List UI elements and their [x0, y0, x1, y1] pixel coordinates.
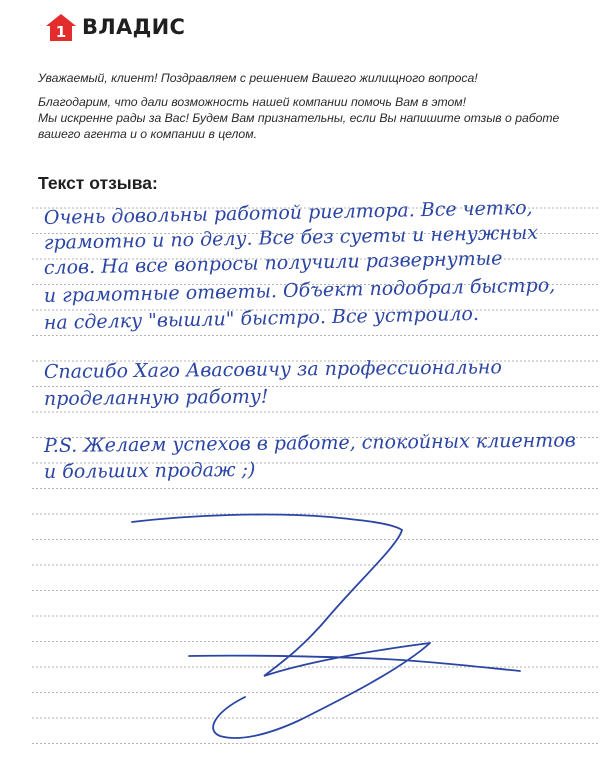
review-line-5: на сделку "вышли" быстро. Все устроило. [43, 302, 480, 334]
review-title: Текст отзыва: [38, 173, 158, 193]
review-line-9: и больших продаж ;) [43, 458, 256, 483]
review-line-7: проделанную работу! [43, 385, 269, 410]
review-line-2: грамотно и по делу. Все без суеты и ненужных [43, 221, 539, 254]
intro-line-1: Благодарим, что дали возможность нашей компании помочь Вам в этом! [38, 95, 467, 109]
review-line-8: P.S. Желаем успехов в работе, спокойных клиентов [43, 429, 576, 457]
intro-line-2: Мы искренне рады за Вас! Будем Вам признательны, если Вы напишите отзыв о работе [38, 111, 560, 125]
review-line-6: Спасибо Хаго Авасовичу за профессионально [43, 356, 502, 383]
brand-name: ВЛАДИС [82, 15, 186, 39]
review-line-3: слов. На все вопросы получили развернутые [43, 247, 503, 279]
intro-line-3: вашего агента и о компании в целом. [38, 127, 257, 141]
intro-greeting: Уважаемый, клиент! Поздравляем с решением Вашего жилищного вопроса! [38, 71, 478, 85]
review-line-4: и грамотные ответы. Объект подобрал быстро, [43, 274, 556, 307]
review-line-1: Очень довольны работой риелтора. Все четко, [43, 196, 533, 229]
logo-badge: 1 [55, 23, 67, 41]
